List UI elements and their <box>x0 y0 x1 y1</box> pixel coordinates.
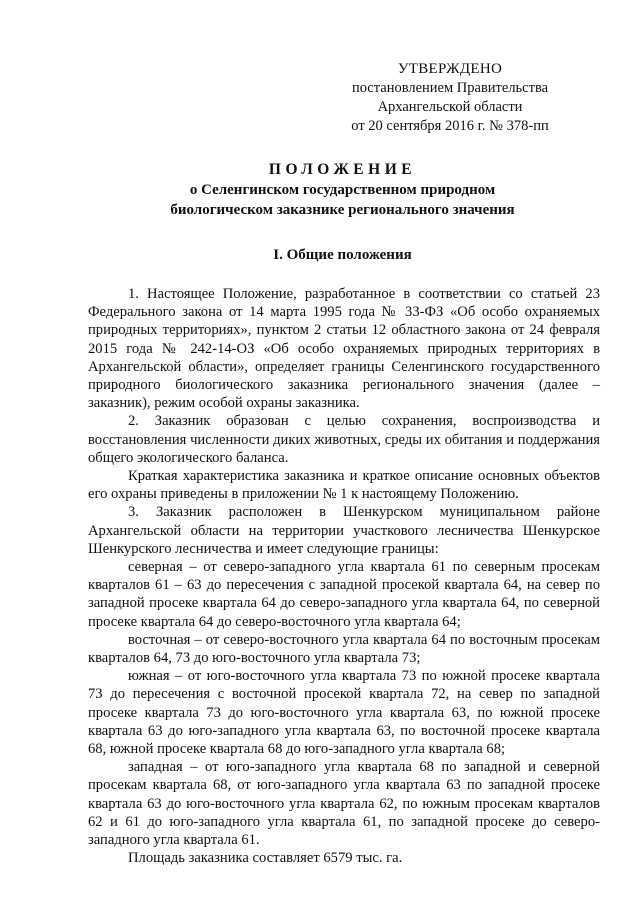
paragraph: Краткая характеристика заказника и краткое описание основных объектов его охраны приведены в приложении № 1 к настоящему Положению. <box>88 468 600 503</box>
approval-stamp <box>330 60 570 136</box>
document-subtitle-line-1: о Селенгинском государственном природном <box>189 182 496 198</box>
approval-line-1: постановлением Правительства <box>351 80 549 96</box>
section-heading: I. Общие положения <box>273 247 412 263</box>
approval-line-2: Архангельской области <box>377 99 523 115</box>
approval-line-3: от 20 сентября 2016 г. № 378-пп <box>351 118 549 134</box>
document-title: ПОЛОЖЕНИЕ <box>268 161 417 178</box>
paragraph: 3. Заказник расположен в Шенкурском муниципальном районе Архангельской области на территории участкового лесничества Шенкурское Шенкурского лесничества и имеет следующие границы: <box>88 504 600 557</box>
paragraph: северная – от северо-западного угла квартала 61 по северным просекам кварталов 61 – 63 до пересечения с западной просекой квартала 64, на север по западной просеке квартала 64 до северо-западного угла квартала 64, по северной просеке квартала 64 до северо-восточного угла квартала 64; <box>88 559 600 630</box>
document-subtitle-line-2: биологическом заказнике регионального значения <box>170 202 515 218</box>
paragraph: южная – от юго-восточного угла квартала 73 по южной просеке квартала 73 до пересечения с восточной просекой квартала 72, на север по западной просеке квартала 73 до юго-восточного угла квартала 63, по южной просеке квартала 63 до юго-западного угла квартала 63, по восточной просеке квартала 68, южной просеке квартала 68 до юго-западного угла квартала 68; <box>88 668 600 758</box>
document-title-block <box>60 160 625 220</box>
paragraph: восточная – от северо-восточного угла квартала 64 по восточным просекам кварталов 64, 73 до юго-восточного угла квартала 73; <box>88 631 600 667</box>
paragraph: 2. Заказник образован с целью сохранения, воспроизводства и восстановления численности диких животных, среды их обитания и поддержания общего экологического баланса. <box>88 413 600 466</box>
paragraph: Площадь заказника составляет 6579 тыс. га. <box>128 850 403 867</box>
paragraph: западная – от юго-западного угла квартала 68 по западной и северной просекам квартала 68, от юго-западного угла квартала 63 по западной просеке квартала 63 до юго-восточного угла квартала 62, по южным просекам кварталов 62 и 61 до юго-западного угла квартала 61, по западной просеке до северо-западного угла квартала 61. <box>88 759 600 849</box>
paragraph: 1. Настоящее Положение, разработанное в соответствии со статьей 23 Федерального закона от 14 марта 1995 года № 33-ФЗ «Об особо охраняемых природных территориях», пунктом 2 статьи 12 областного закона от 24 февраля 2015 года № 242-14-ОЗ «Об особо охраняемых природных территориях в Архангельской области», определяет границы Селенгинского государственного природного биологического заказника регионального значения (далее – заказник), режим особой охраны заказника. <box>88 286 600 412</box>
document-body <box>88 285 600 868</box>
approval-title: УТВЕРЖДЕНО <box>397 61 503 77</box>
